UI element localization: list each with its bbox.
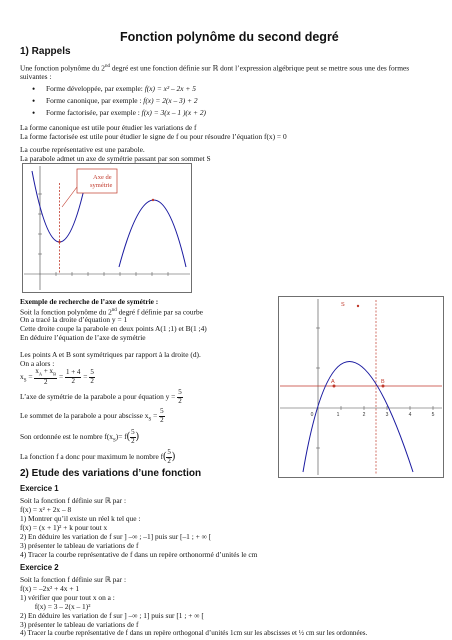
xs-formula: $x_S$ = $\frac{x_A + x_B}{2}$ = $\frac{1 + 4}{2}$ = $\frac{5}{2}$ xyxy=(20,367,94,386)
exercise-1-heading: Exercice 1 xyxy=(20,484,59,493)
fraction: $\frac{5}{2}$ xyxy=(160,407,164,424)
fraction: $\frac{x_A + x_B}{2}$ xyxy=(35,367,57,386)
ex2-line: 4) Tracer la courbe représentative de f dans un repère orthogonal d’unités 1cm sur les abscisses et ½ cm sur les ordonnées. xyxy=(20,629,368,637)
page-title: Fonction polynôme du second degré xyxy=(120,30,339,44)
list-item: • Forme développée, par exemple: f(x) = x² – 2x + 5 xyxy=(20,83,206,95)
list-item: • Forme canonique, par exemple : f(x) = 2(x – 3) + 2 xyxy=(20,95,206,107)
maximum-note: La fonction f a donc pour maximum le nombre f( $\frac{5}{2}$ ) xyxy=(20,448,176,465)
section-2-heading: 2) Etude des variations d’une fonction xyxy=(20,468,202,479)
fraction: $\frac{1 + 4}{2}$ xyxy=(65,368,81,385)
ex2-line: 3) présenter le tableau de variations de f xyxy=(20,620,139,629)
point-a-label: A xyxy=(331,379,335,385)
example-parabola-graph xyxy=(278,296,444,478)
vertex-ordinate: Son ordonnée est le nombre $f(x_S)= f$( $\frac{5}{2}$ ) xyxy=(20,428,139,445)
point-s-label: S xyxy=(341,302,345,308)
ex1-line: 1) Montrer qu’il existe un réel k tel que : xyxy=(20,514,141,523)
point-b-label: B xyxy=(381,379,385,385)
example-heading: Exemple de recherche de l’axe de symétrie : xyxy=(20,297,159,306)
example-line-2: On a tracé la droite d’équation y = 1 xyxy=(20,315,128,324)
ex1-line: Soit la fonction f définie sur ℝ par : xyxy=(20,496,127,505)
list-item: • Forme factorisée, par exemple : f(x) = 3(x – 1 )(x + 2) xyxy=(20,107,206,119)
forms-list xyxy=(20,83,206,119)
ex1-line: 3) présenter le tableau de variations de f xyxy=(20,541,139,550)
axis-callout-line-1: Axe de xyxy=(93,174,112,181)
ex1-line: f(x) = (x + 1)² + k pour tout x xyxy=(20,523,108,532)
ex1-line: f(x) = x² + 2x – 8 xyxy=(20,505,72,514)
svg-text:2: 2 xyxy=(362,412,366,418)
vertex-abscissa: Le sommet de la parabole a pour abscisse $x_S$ = $\frac{5}{2}$ xyxy=(20,407,164,424)
exercise-2-heading: Exercice 2 xyxy=(20,563,59,572)
axis-note: La parabole admet un axe de symétrie passant par son sommet S xyxy=(20,154,211,163)
fraction: $\frac{5}{2}$ xyxy=(90,368,94,385)
svg-text:5: 5 xyxy=(431,412,435,418)
intro-line-1: Une fonction polynôme du 2nd degré est une fonction définie sur ℝ dont l’expression algébrique peut se mettre sous une des formes xyxy=(20,63,410,73)
axis-callout-line-2: symétrie xyxy=(90,182,113,189)
fraction: $\frac{5}{2}$ xyxy=(178,388,182,405)
svg-text:3: 3 xyxy=(385,412,389,418)
example-line-5: Les points A et B sont symétriques par rapport à la droite (d). xyxy=(20,350,201,359)
ex2-line: 1) vérifier que pour tout x on a : xyxy=(20,593,115,602)
svg-text:4: 4 xyxy=(408,412,412,418)
factorised-note: La forme factorisée est utile pour étudier le signe de f ou pour résoudre l’équation f(x) = 0 xyxy=(20,132,287,141)
ex2-line: 2) En déduire les variation de f sur ] –∞ ; 1] puis sur [1 ; + ∞ [ xyxy=(20,611,204,620)
curve-note: La courbe représentative est une parabole. xyxy=(20,145,145,154)
ex1-line: 2) En déduire les variation de f sur ] –∞ ; –1] puis sur [–1 ; + ∞ [ xyxy=(20,532,212,541)
example-line-3: Cette droite coupe la parabole en deux points A(1 ;1) et B(1 ;4) xyxy=(20,324,207,333)
section-1-heading: 1) Rappels xyxy=(20,46,71,57)
ex2-line: f(x) = 3 – 2(x – 1)² xyxy=(20,602,91,611)
fraction: $\frac{5}{2}$ xyxy=(167,448,171,465)
canonical-note: La forme canonique est utile pour étudier les variations de f xyxy=(20,123,197,132)
example-line-1: Soit la fonction polynôme du 2nd degré f définie par sa courbe xyxy=(20,307,203,317)
ex2-line: Soit la fonction f définie sur ℝ par : xyxy=(20,575,127,584)
axis-equation: L’axe de symétrie de la parabole a pour équation y = $\frac{5}{2}$ xyxy=(20,388,182,405)
example-line-6: On a alors : xyxy=(20,359,55,368)
ex1-line: 4) Tracer la courbe représentative de f dans un repère orthonormé d’unités le cm xyxy=(20,550,258,559)
intro-line-2: suivantes : xyxy=(20,72,52,81)
svg-text:1: 1 xyxy=(336,412,340,418)
ex2-line: f(x) = –2x² + 4x + 1 xyxy=(20,584,80,593)
fraction: $\frac{5}{2}$ xyxy=(131,428,135,445)
svg-text:0: 0 xyxy=(310,412,314,418)
example-line-4: En déduire l’équation de l’axe de symétrie xyxy=(20,333,146,342)
